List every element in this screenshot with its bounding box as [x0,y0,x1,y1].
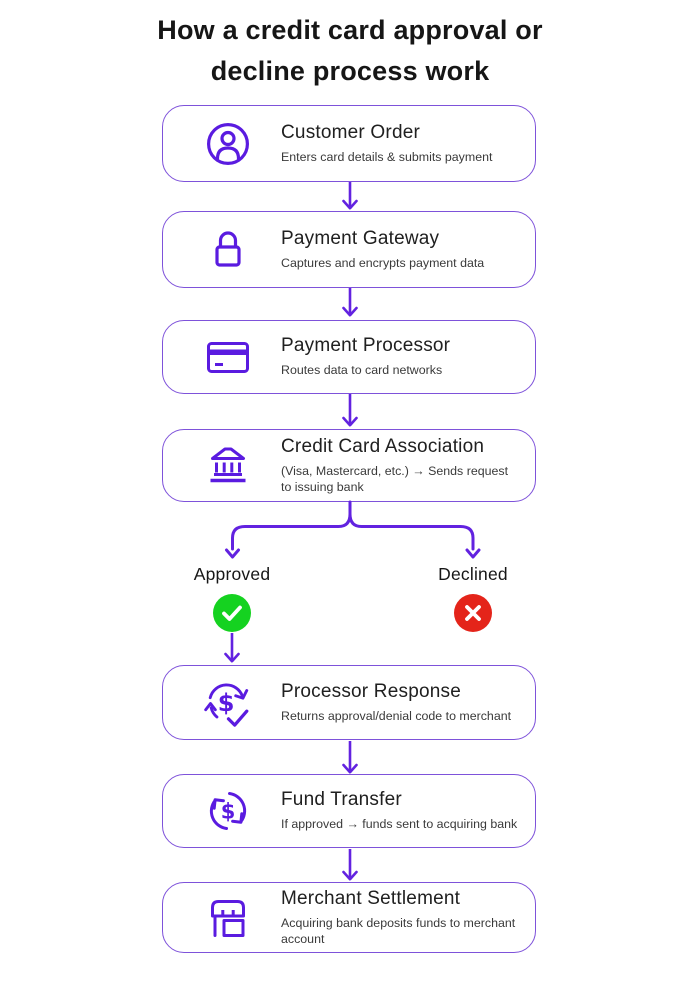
credit-card-icon [203,332,253,382]
step-box-merchant-settlement [162,882,536,953]
step-title: Payment Processor [281,335,451,357]
step-title: Merchant Settlement [281,887,461,909]
bank-icon [203,441,253,491]
branch-split-connector [150,500,550,562]
page-title-line-1: How a credit card approval or [157,15,543,45]
step-subtitle: Acquiring bank deposits funds to merchant account [281,915,516,946]
step-subtitle: Enters card details & submits payment [281,149,493,164]
approved-label: Approved [193,564,271,584]
step-title: Customer Order [281,121,421,143]
step-box-payment-processor [162,320,536,394]
svg-text:$: $ [220,799,236,824]
step-box-customer-order [162,105,536,182]
step-title: Payment Gateway [281,227,440,249]
step-subtitle: If approved → funds sent to acquiring bank [281,817,518,832]
step-box-payment-gateway [162,211,536,288]
arrow-down-icon [341,849,359,881]
step-box-processor-response [162,665,536,740]
step-title: Fund Transfer [281,789,402,811]
storefront-icon [203,893,253,943]
page-title [0,10,700,92]
arrow-down-icon [223,633,241,663]
step-subtitle: Returns approval/denial code to merchant [281,708,512,723]
arrow-down-icon [341,182,359,210]
page-title-line-2: decline process work [210,56,490,86]
approved-check-icon [213,594,251,632]
arrow-down-icon [341,288,359,317]
step-subtitle: Captures and encrypts payment data [281,255,485,270]
step-title: Credit Card Association [281,435,485,457]
step-subtitle: Routes data to card networks [281,363,443,378]
declined-x-icon [454,594,492,632]
dollar-refresh-check-icon [203,678,253,728]
dollar-cycle-icon [203,786,253,836]
lock-icon [203,225,253,275]
arrow-down-icon [341,394,359,427]
step-title: Processor Response [281,680,461,702]
step-box-fund-transfer [162,774,536,848]
arrow-down-icon [341,741,359,774]
declined-label: Declined [438,564,508,584]
svg-text:$: $ [217,688,235,717]
step-subtitle: (Visa, Mastercard, etc.) → Sends request to issuing bank [281,463,509,494]
step-box-credit-card-association [162,429,536,502]
user-circle-icon [203,119,253,169]
